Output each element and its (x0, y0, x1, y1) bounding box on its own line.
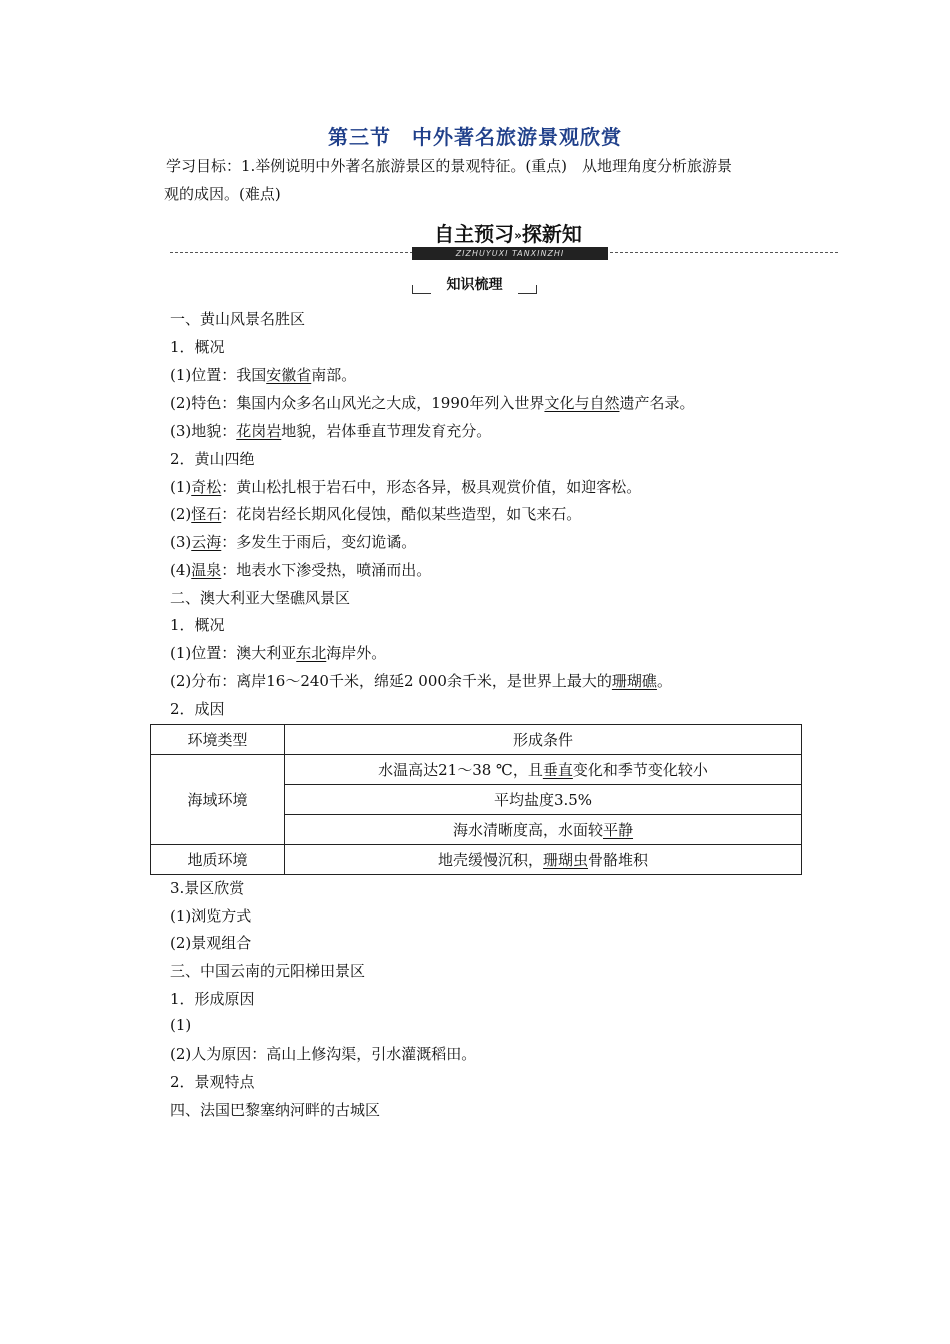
formation-table (150, 724, 802, 875)
goals-line-2: 观的成因。(难点) (164, 185, 281, 203)
text-line: (1)位置：澳大利亚东北海岸外。 (170, 644, 387, 662)
banner-right: 探新知 (521, 222, 582, 246)
goals-line-1: 学习目标：1.举例说明中外著名旅游景区的景观特征。(重点) 从地理角度分析旅游景 (166, 157, 733, 175)
learning-goals (166, 152, 816, 208)
page-title: 第三节 中外著名旅游景观欣赏 (328, 125, 622, 149)
key-term: 垂直 (542, 761, 573, 779)
sub-heading: 1．概况 (170, 338, 225, 356)
table-cell: 水温高达21～38 ℃，且垂直变化和季节变化较小 (285, 755, 802, 785)
sub-heading: 1．形成原因 (170, 990, 255, 1008)
key-term: 珊瑚礁 (611, 672, 657, 690)
text-line: (1)奇松：黄山松扎根于岩石中，形态各异，极具观赏价值，如迎客松。 (170, 478, 642, 496)
table-cell: 地壳缓慢沉积，珊瑚虫骨骼堆积 (285, 845, 802, 875)
table-header: 形成条件 (285, 725, 802, 755)
table-row (151, 755, 802, 785)
sub-heading: 2．景观特点 (170, 1073, 255, 1091)
text-line: (4)温泉：地表水下渗受热，喷涌而出。 (170, 561, 432, 579)
key-term: 奇松 (191, 478, 222, 496)
sub-heading: 2．黄山四绝 (170, 450, 255, 468)
section-heading: 二、澳大利亚大堡礁风景区 (170, 589, 351, 607)
table-row (151, 845, 802, 875)
section-heading: 三、中国云南的元阳梯田景区 (170, 962, 366, 980)
key-term: 珊瑚虫 (542, 851, 588, 869)
key-term: 文化与自然 (544, 394, 620, 412)
text-line: (1) (170, 1016, 192, 1034)
key-term: 云海 (191, 533, 222, 551)
text-line: (1)位置：我国安徽省南部。 (170, 366, 357, 384)
sub-heading: 2．成因 (170, 700, 225, 718)
key-term: 花岗岩 (236, 422, 282, 440)
knowledge-tag: 知识梳理 (412, 276, 537, 294)
table-cell: 地质环境 (151, 845, 285, 875)
text-line: (1)浏览方式 (170, 907, 252, 925)
key-term: 东北 (296, 644, 327, 662)
table-cell: 海域环境 (151, 755, 285, 845)
section-heading: 一、黄山风景名胜区 (170, 310, 306, 328)
table-cell: 平均盐度3.5% (285, 785, 802, 815)
banner-subtitle: ZIZHUYUXI TANXINZHI (412, 247, 608, 260)
table-row (151, 725, 802, 755)
key-term: 平静 (603, 821, 634, 839)
banner-left: 自主预习 (434, 222, 515, 246)
key-term: 安徽省 (266, 366, 312, 384)
text-line: (2)分布：离岸16～240千米，绵延2 000余千米，是世界上最大的珊瑚礁。 (170, 672, 672, 690)
text-line: (2)景观组合 (170, 934, 252, 952)
key-term: 温泉 (191, 561, 222, 579)
text-line: (2)人为原因：高山上修沟渠，引水灌溉稻田。 (170, 1045, 477, 1063)
text-line: (3)地貌：花岗岩地貌，岩体垂直节理发育充分。 (170, 422, 492, 440)
text-line: (2)怪石：花岗岩经长期风化侵蚀，酷似某些造型，如飞来石。 (170, 505, 582, 523)
table-cell: 海水清晰度高，水面较平静 (285, 815, 802, 845)
sub-heading: 1．概况 (170, 616, 225, 634)
chevron-right-icon: » (514, 228, 522, 243)
sub-heading: 3.景区欣赏 (170, 879, 245, 897)
table-header: 环境类型 (151, 725, 285, 755)
text-line: (2)特色：集国内众多名山风光之大成，1990年列入世界文化与自然遗产名录。 (170, 394, 695, 412)
section-banner (408, 218, 608, 246)
key-term: 怪石 (191, 505, 222, 523)
section-heading: 四、法国巴黎塞纳河畔的古城区 (170, 1101, 381, 1119)
text-line: (3)云海：多发生于雨后，变幻诡谲。 (170, 533, 417, 551)
